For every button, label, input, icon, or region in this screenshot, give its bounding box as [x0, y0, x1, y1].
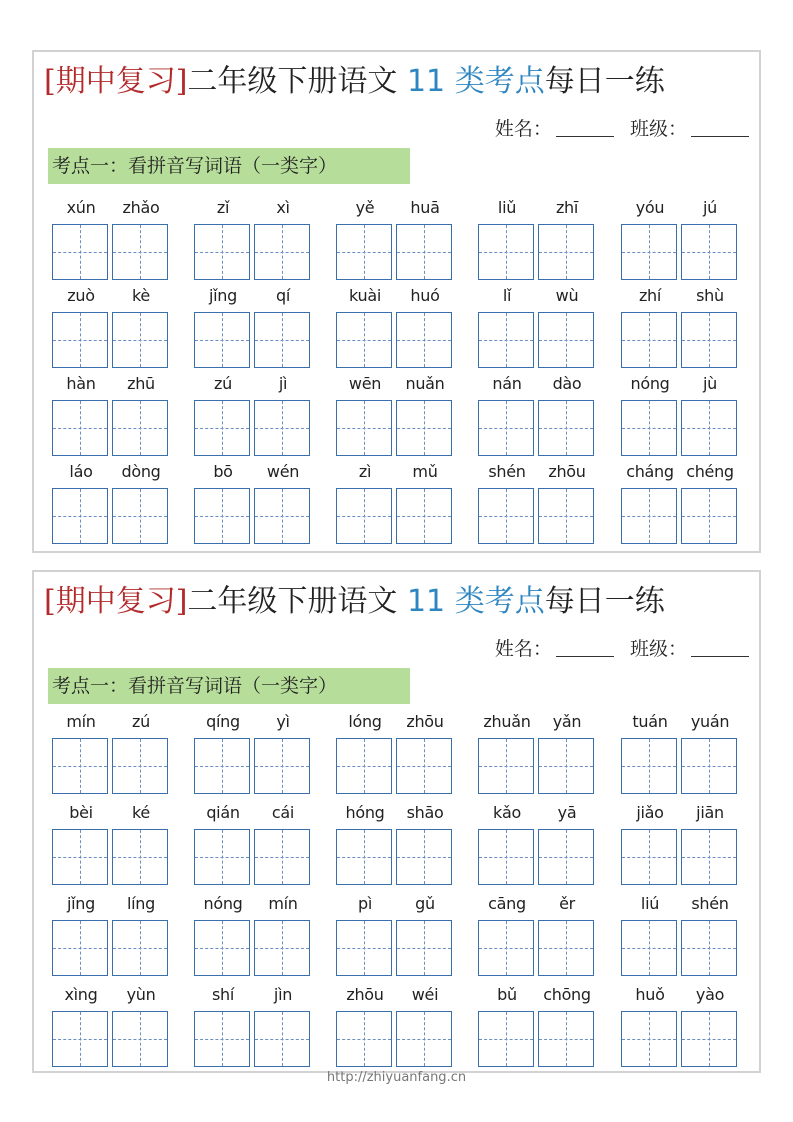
writing-box[interactable] [478, 224, 534, 280]
pinyin-label: yě [355, 198, 375, 217]
pinyin-label: cháng [626, 462, 674, 481]
writing-box[interactable] [112, 224, 168, 280]
pinyin-label: shén [691, 894, 729, 913]
name-field[interactable] [556, 136, 614, 137]
pinyin-label: shù [696, 286, 724, 305]
pinyin-label: zhī [555, 198, 579, 217]
pinyin-label: bǔ [497, 985, 517, 1004]
pinyin-label: shāo [406, 803, 444, 822]
title-main: 二年级下册语文 [187, 64, 398, 99]
writing-box[interactable] [194, 224, 250, 280]
pinyin-label: jiǎo [636, 803, 664, 822]
name-label: 姓名： [494, 638, 552, 660]
pinyin-label: líng [127, 894, 155, 913]
writing-box[interactable] [621, 488, 677, 544]
pinyin-label: jiān [696, 803, 724, 822]
pinyin-label: gǔ [415, 894, 435, 913]
pinyin-label: mín [268, 894, 298, 913]
pinyin-label: nóng [630, 374, 670, 393]
pinyin-label: yā [557, 803, 577, 822]
pinyin-label: jìn [273, 985, 293, 1004]
title-tail: 每日一练 [544, 584, 665, 619]
pinyin-label: zì [358, 462, 372, 481]
pinyin-label: shí [211, 985, 235, 1004]
writing-box[interactable] [538, 488, 594, 544]
worksheet-title [44, 582, 665, 622]
pinyin-label: mǔ [412, 462, 438, 481]
pinyin-label: láo [69, 462, 93, 481]
writing-box[interactable] [396, 312, 452, 368]
pinyin-label: wén [266, 462, 300, 481]
pinyin-label: zhōu [346, 985, 384, 1004]
writing-box[interactable] [254, 224, 310, 280]
pinyin-label: yì [276, 712, 290, 731]
writing-box[interactable] [336, 1011, 392, 1067]
pinyin-label: liǔ [497, 198, 517, 217]
writing-box[interactable] [681, 829, 737, 885]
pinyin-label: mín [66, 712, 96, 731]
writing-box[interactable] [336, 224, 392, 280]
title-kind: 类考点 [454, 584, 545, 619]
pinyin-label: zhū [127, 374, 155, 393]
pinyin-label: bèi [69, 803, 93, 822]
pinyin-label: ké [132, 803, 150, 822]
pinyin-label: zhí [638, 286, 662, 305]
pinyin-label: zhǎo [122, 198, 160, 217]
pinyin-label: xún [66, 198, 96, 217]
writing-box[interactable] [396, 1011, 452, 1067]
section-heading: 考点一：看拼音写词语（一类字） [48, 668, 410, 704]
pinyin-label: yǎn [552, 712, 582, 731]
pinyin-label: zú [132, 712, 150, 731]
pinyin-label: yuán [690, 712, 730, 731]
writing-box[interactable] [681, 1011, 737, 1067]
writing-box[interactable] [52, 829, 108, 885]
pinyin-label: wù [555, 286, 579, 305]
writing-box[interactable] [538, 1011, 594, 1067]
pinyin-label: zhuǎn [483, 712, 531, 731]
worksheet-1 [32, 50, 761, 553]
writing-box[interactable] [254, 312, 310, 368]
writing-box[interactable] [396, 400, 452, 456]
writing-box[interactable] [396, 829, 452, 885]
pinyin-label: dòng [121, 462, 161, 481]
writing-box[interactable] [194, 1011, 250, 1067]
pinyin-label: xì [276, 198, 290, 217]
pinyin-label: kǎo [493, 803, 521, 822]
pinyin-label: bō [213, 462, 233, 481]
pinyin-label: zuò [67, 286, 95, 305]
writing-box[interactable] [478, 488, 534, 544]
writing-box[interactable] [254, 829, 310, 885]
title-kind: 类考点 [454, 64, 545, 99]
writing-box[interactable] [112, 738, 168, 794]
title-bracket: [期中复习] [44, 64, 188, 99]
title-main: 二年级下册语文 [187, 584, 398, 619]
footer-url: http://zhiyuanfang.cn [326, 1070, 467, 1085]
writing-box[interactable] [621, 312, 677, 368]
writing-box[interactable] [336, 488, 392, 544]
writing-box[interactable] [336, 400, 392, 456]
pinyin-label: cái [271, 803, 295, 822]
pinyin-label: xìng [64, 985, 98, 1004]
pinyin-label: jǐng [209, 286, 237, 305]
pinyin-label: zhōu [548, 462, 586, 481]
class-label: 班级： [629, 118, 687, 140]
writing-box[interactable] [681, 488, 737, 544]
writing-box[interactable] [336, 312, 392, 368]
pinyin-label: tuán [632, 712, 668, 731]
writing-box[interactable] [52, 488, 108, 544]
writing-box[interactable] [681, 738, 737, 794]
pinyin-label: huā [410, 198, 440, 217]
pinyin-label: kuài [349, 286, 381, 305]
writing-box[interactable] [478, 1011, 534, 1067]
writing-box[interactable] [538, 400, 594, 456]
pinyin-label: qíng [206, 712, 240, 731]
writing-box[interactable] [52, 224, 108, 280]
writing-box[interactable] [478, 738, 534, 794]
writing-box[interactable] [194, 488, 250, 544]
section-heading: 考点一：看拼音写词语（一类字） [48, 148, 410, 184]
writing-box[interactable] [194, 312, 250, 368]
writing-box[interactable] [194, 400, 250, 456]
pinyin-label: huó [410, 286, 440, 305]
pinyin-label: lǐ [502, 286, 512, 305]
pinyin-label: yóu [635, 198, 665, 217]
pinyin-label: kè [132, 286, 150, 305]
writing-box[interactable] [254, 400, 310, 456]
pinyin-label: wēn [348, 374, 382, 393]
pinyin-label: yùn [126, 985, 156, 1004]
writing-box[interactable] [681, 400, 737, 456]
name-class-bar [495, 634, 749, 661]
writing-box[interactable] [681, 224, 737, 280]
pinyin-label: liú [640, 894, 660, 913]
writing-box[interactable] [538, 738, 594, 794]
writing-box[interactable] [112, 829, 168, 885]
name-class-bar [495, 114, 749, 141]
pinyin-label: nán [492, 374, 522, 393]
writing-box[interactable] [478, 920, 534, 976]
pinyin-label: pì [357, 894, 372, 913]
pinyin-label: yào [695, 985, 725, 1004]
writing-box[interactable] [538, 829, 594, 885]
writing-box[interactable] [681, 312, 737, 368]
writing-box[interactable] [621, 920, 677, 976]
writing-box[interactable] [52, 400, 108, 456]
writing-box[interactable] [396, 488, 452, 544]
writing-box[interactable] [194, 738, 250, 794]
pinyin-label: dào [552, 374, 582, 393]
pinyin-label: chéng [686, 462, 734, 481]
pinyin-label: wéi [411, 985, 439, 1004]
pinyin-label: hóng [345, 803, 385, 822]
pinyin-label: shén [488, 462, 526, 481]
title-tail: 每日一练 [544, 64, 665, 99]
writing-box[interactable] [194, 829, 250, 885]
writing-box[interactable] [621, 400, 677, 456]
class-field[interactable] [691, 656, 749, 657]
title-number: 11 [406, 584, 446, 619]
writing-box[interactable] [336, 738, 392, 794]
writing-box[interactable] [112, 1011, 168, 1067]
pinyin-label: jǐng [67, 894, 95, 913]
writing-box[interactable] [254, 488, 310, 544]
pinyin-label: jú [703, 198, 717, 217]
pinyin-label: zǐ [216, 198, 230, 217]
writing-box[interactable] [112, 488, 168, 544]
pinyin-label: cāng [488, 894, 526, 913]
writing-box[interactable] [112, 920, 168, 976]
pinyin-label: qí [275, 286, 290, 305]
writing-box[interactable] [478, 312, 534, 368]
class-field[interactable] [691, 136, 749, 137]
worksheet-title [44, 62, 665, 102]
title-bracket: [期中复习] [44, 584, 188, 619]
writing-box[interactable] [621, 224, 677, 280]
writing-box[interactable] [52, 738, 108, 794]
pinyin-label: nuǎn [405, 374, 445, 393]
writing-box[interactable] [621, 829, 677, 885]
writing-box[interactable] [396, 224, 452, 280]
pinyin-label: jì [278, 374, 288, 393]
writing-box[interactable] [254, 920, 310, 976]
writing-box[interactable] [396, 738, 452, 794]
writing-box[interactable] [396, 920, 452, 976]
writing-box[interactable] [254, 738, 310, 794]
pinyin-label: nóng [203, 894, 243, 913]
writing-box[interactable] [254, 1011, 310, 1067]
writing-box[interactable] [336, 920, 392, 976]
writing-box[interactable] [538, 920, 594, 976]
writing-box[interactable] [112, 312, 168, 368]
writing-box[interactable] [538, 312, 594, 368]
worksheet-2 [32, 570, 761, 1073]
writing-box[interactable] [621, 1011, 677, 1067]
writing-box[interactable] [52, 1011, 108, 1067]
pinyin-label: hàn [66, 374, 96, 393]
writing-box[interactable] [621, 738, 677, 794]
writing-box[interactable] [336, 829, 392, 885]
pinyin-label: zú [214, 374, 232, 393]
class-label: 班级： [629, 638, 687, 660]
name-label: 姓名： [494, 118, 552, 140]
writing-box[interactable] [112, 400, 168, 456]
pinyin-label: zhōu [406, 712, 444, 731]
title-number: 11 [406, 64, 446, 99]
writing-box[interactable] [478, 400, 534, 456]
writing-box[interactable] [478, 829, 534, 885]
name-field[interactable] [556, 656, 614, 657]
writing-box[interactable] [681, 920, 737, 976]
pinyin-label: ěr [559, 894, 575, 913]
writing-box[interactable] [52, 920, 108, 976]
pinyin-label: qián [206, 803, 240, 822]
pinyin-label: chōng [543, 985, 591, 1004]
writing-box[interactable] [538, 224, 594, 280]
pinyin-label: huǒ [635, 985, 665, 1004]
writing-box[interactable] [194, 920, 250, 976]
pinyin-label: lóng [348, 712, 382, 731]
writing-box[interactable] [52, 312, 108, 368]
pinyin-label: jù [703, 374, 717, 393]
